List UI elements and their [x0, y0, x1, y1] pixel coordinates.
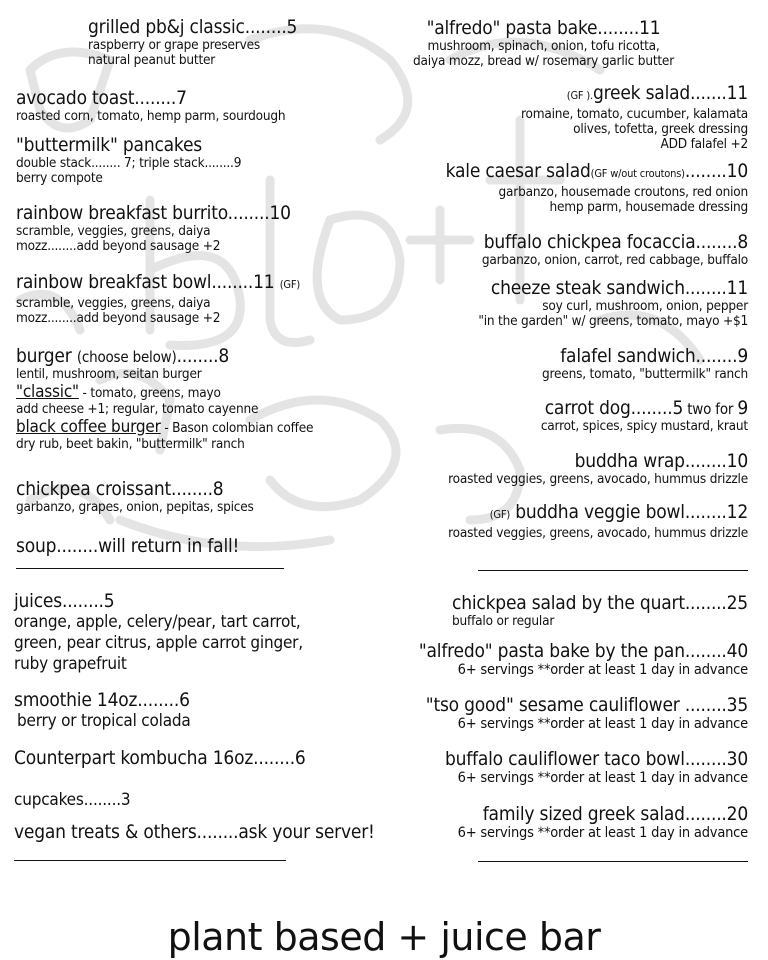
item-title: juices........5 — [14, 590, 115, 612]
item-title: soup........will return in fall! — [16, 535, 240, 557]
item-title-text: rainbow breakfast bowl........11 — [16, 271, 275, 293]
menu-item-falafel-sandwich — [542, 345, 748, 382]
menu-item-alfredo-bake — [413, 17, 674, 69]
item-desc: garbanzo, onion, carrot, red cabbage, buffalo — [481, 252, 748, 268]
menu-item-carrot-dog — [541, 397, 748, 434]
sweet-cupcakes — [14, 789, 130, 811]
gf-tag: (GF) — [489, 508, 510, 521]
classic-burger-title: "classic" — [16, 382, 79, 402]
item-desc: olives, tofetta, greek dressing — [573, 121, 748, 137]
menu-item-soup — [16, 535, 239, 557]
item-desc: scramble, veggies, greens, daiya — [16, 223, 211, 239]
menu-item-buffalo-focaccia — [482, 231, 748, 268]
item-title-text: greek salad.......11 — [592, 82, 748, 104]
item-title: cupcakes........3 — [14, 790, 131, 810]
gf-tag: (GF w/out croutons) — [590, 167, 685, 180]
two-for-note: two for — [683, 400, 738, 418]
item-desc: garbanzo, housemade croutons, red onion — [498, 184, 748, 200]
item-title — [16, 271, 300, 296]
item-desc: roasted veggies, greens, avocado, hummus drizzle — [448, 525, 748, 541]
item-desc: dry rub, beet bakin, "buttermilk" ranch — [16, 436, 245, 452]
item-title: buffalo chickpea focaccia........8 — [483, 231, 748, 253]
menu-item-burger — [16, 345, 313, 452]
item-desc: 6+ servings **order at least 1 day in advance — [457, 770, 748, 786]
divider-left-drinks — [14, 860, 286, 861]
item-desc: berry or tropical colada — [17, 711, 191, 731]
drink-juices — [14, 590, 303, 675]
drink-kombucha — [14, 747, 306, 769]
choose-note: (choose below) — [76, 348, 177, 366]
item-desc: green, pear citrus, apple carrot ginger, — [14, 633, 303, 653]
catering-alfredo-pan — [419, 640, 748, 678]
item-title: avocado toast........7 — [16, 87, 187, 109]
tagline: plant based + juice bar — [167, 915, 601, 959]
item-desc: mozz........add beyond sausage +2 — [16, 238, 221, 254]
sweet-vegan-treats — [14, 821, 375, 843]
item-title — [521, 82, 748, 107]
classic-burger-desc: - tomato, greens, mayo — [78, 385, 221, 401]
item-title: "buttermilk" pancakes — [16, 134, 202, 156]
menu-item-avocado-toast — [16, 87, 285, 124]
item-desc: greens, tomato, "buttermilk" ranch — [542, 366, 748, 382]
drink-smoothie — [14, 689, 191, 732]
item-desc: ADD falafel +2 — [660, 136, 748, 152]
item-desc: add cheese +1; regular, tomato cayenne — [16, 401, 259, 417]
item-title-text: buddha veggie bowl........12 — [509, 501, 748, 523]
item-desc: scramble, veggies, greens, daiya — [16, 295, 211, 311]
item-desc: hemp parm, housemade dressing — [549, 199, 748, 215]
item-desc: roasted veggies, greens, avocado, hummus drizzle — [448, 471, 748, 487]
item-title: Counterpart kombucha 16oz........6 — [14, 747, 306, 769]
item-desc: 6+ servings **order at least 1 day in advance — [457, 716, 748, 732]
menu-item-breakfast-bowl — [16, 271, 300, 326]
menu-item-chickpea-croissant — [16, 478, 254, 515]
item-desc: 6+ servings **order at least 1 day in advance — [457, 662, 748, 678]
item-desc: 6+ servings **order at least 1 day in advance — [457, 825, 748, 841]
menu-item-greek-salad — [521, 82, 748, 152]
black-coffee-burger-title: black coffee burger — [16, 417, 161, 437]
classic-burger-line — [16, 382, 313, 402]
item-desc: romaine, tomato, cucumber, kalamata — [520, 106, 748, 122]
item-price: ........8 — [176, 345, 230, 367]
black-coffee-burger-desc: - Bason colombian coffee — [160, 420, 314, 436]
item-desc: garbanzo, grapes, onion, pepitas, spices — [16, 499, 254, 515]
menu-item-buddha-wrap — [448, 450, 748, 487]
item-title — [446, 160, 748, 185]
item-title: buddha wrap........10 — [574, 450, 748, 472]
item-title-text: kale caesar salad — [445, 160, 591, 182]
item-desc: buffalo or regular — [452, 613, 555, 629]
menu-item-breakfast-burrito — [16, 202, 291, 254]
item-title: family sized greek salad........20 — [482, 803, 748, 825]
item-title: falafel sandwich........9 — [560, 345, 748, 367]
item-title: "alfredo" pasta bake........11 — [426, 17, 661, 39]
menu-item-buddha-veggie-bowl — [448, 501, 748, 541]
gf-tag: (GF ). — [566, 89, 593, 102]
gf-tag: (GF) — [279, 278, 301, 291]
menu-item-pbj — [88, 16, 297, 68]
item-title: chickpea salad by the quart........25 — [452, 592, 748, 614]
item-title: "tso good" sesame cauliflower ........35 — [425, 694, 748, 716]
item-desc: ruby grapefruit — [14, 654, 127, 674]
item-desc: "in the garden" w/ greens, tomato, mayo +$1 — [478, 313, 748, 329]
item-title: chickpea croissant........8 — [16, 478, 224, 500]
divider-right-catering — [478, 861, 748, 862]
divider-left-food — [16, 568, 284, 569]
item-title: smoothie 14oz........6 — [14, 689, 190, 711]
item-desc: mozz........add beyond sausage +2 — [16, 310, 221, 326]
item-desc: lentil, mushroom, seitan burger — [16, 366, 202, 382]
item-title: cheeze steak sandwich........11 — [490, 277, 748, 299]
item-title-text: carrot dog........5 — [544, 397, 684, 419]
catering-tso-good — [426, 694, 748, 732]
item-title: grilled pb&j classic........5 — [88, 16, 298, 38]
item-desc: orange, apple, celery/pear, tart carrot, — [14, 612, 301, 632]
item-desc: daiya mozz, bread w/ rosemary garlic butter — [413, 53, 674, 69]
item-title: buffalo cauliflower taco bowl........30 — [444, 748, 748, 770]
item-desc: roasted corn, tomato, hemp parm, sourdough — [16, 108, 286, 124]
item-desc: natural peanut butter — [88, 52, 216, 68]
menu-item-cheeze-steak — [478, 277, 748, 329]
two-for-price: 9 — [737, 397, 748, 419]
item-title — [448, 501, 748, 526]
catering-family-greek — [458, 803, 748, 841]
item-title: vegan treats & others........ask your server! — [14, 821, 375, 843]
item-desc: berry compote — [16, 170, 103, 186]
item-title: "alfredo" pasta bake by the pan........40 — [418, 640, 748, 662]
menu-item-kale-caesar — [446, 160, 748, 215]
item-desc: double stack........ 7; triple stack........9 — [16, 155, 242, 171]
item-title-text: burger — [16, 345, 72, 367]
catering-chickpea-quart — [452, 592, 748, 629]
item-title — [541, 397, 748, 419]
item-title: rainbow breakfast burrito........10 — [16, 202, 291, 224]
item-price: ........10 — [684, 160, 748, 182]
black-coffee-burger-line — [16, 417, 313, 437]
menu-item-pancakes — [16, 134, 241, 186]
divider-right-food — [478, 570, 748, 571]
item-desc: mushroom, spinach, onion, tofu ricotta, — [427, 38, 660, 54]
item-desc: soy curl, mushroom, onion, pepper — [542, 298, 748, 314]
item-title — [16, 345, 313, 367]
item-desc: carrot, spices, spicy mustard, kraut — [540, 418, 748, 434]
item-desc: raspberry or grape preserves — [88, 37, 260, 53]
catering-taco-bowl — [445, 748, 748, 786]
